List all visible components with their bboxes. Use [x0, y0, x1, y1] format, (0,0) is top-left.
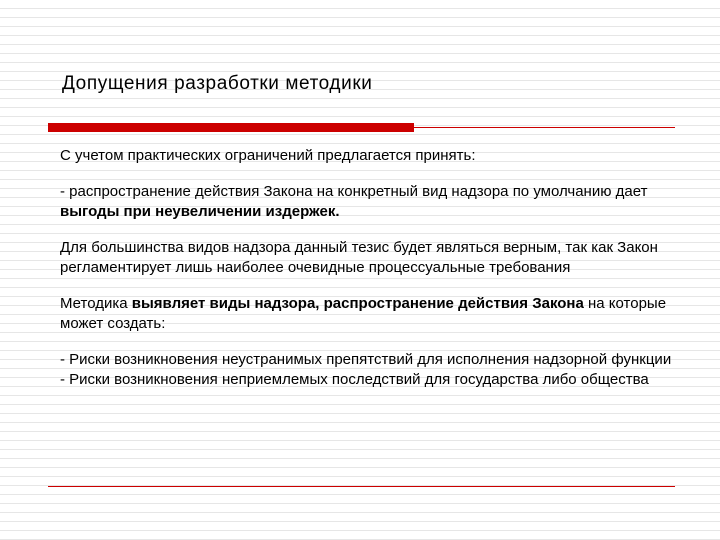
- assumption-text: [60, 182, 672, 222]
- intro-text: С учетом практических ограничений предлагается принять:: [60, 147, 476, 164]
- risk-item-1: - Риски возникновения неустранимых препятствий для исполнения надзорной функции: [60, 351, 672, 368]
- method-text-part2: на которые может создать:: [60, 295, 667, 332]
- title-divider-bar: [48, 123, 414, 132]
- risk-list: [60, 350, 672, 390]
- footer-divider: [48, 486, 675, 487]
- slide-body: [60, 146, 672, 390]
- method-text-bold: выявляет виды надзора, распространение действия Закона: [131, 295, 584, 312]
- assumption-text-bold: выгоды при неувеличении издержек.: [60, 203, 340, 220]
- method-text-part1: Методика: [60, 295, 132, 312]
- assumption-text-part1: - распространение действия Закона на конкретный вид надзора по умолчанию дает: [60, 183, 648, 200]
- slide-title: Допущения разработки методики: [62, 73, 373, 94]
- title-divider-line: [414, 127, 675, 128]
- title-divider: [48, 123, 675, 132]
- method-text: [60, 294, 672, 334]
- rationale-text: Для большинства видов надзора данный тезис будет являться верным, так как Закон регламентирует лишь наиболее очевидные процессуальные требования: [60, 239, 658, 276]
- risk-item-2: - Риски возникновения неприемлемых последствий для государства либо общества: [60, 371, 649, 388]
